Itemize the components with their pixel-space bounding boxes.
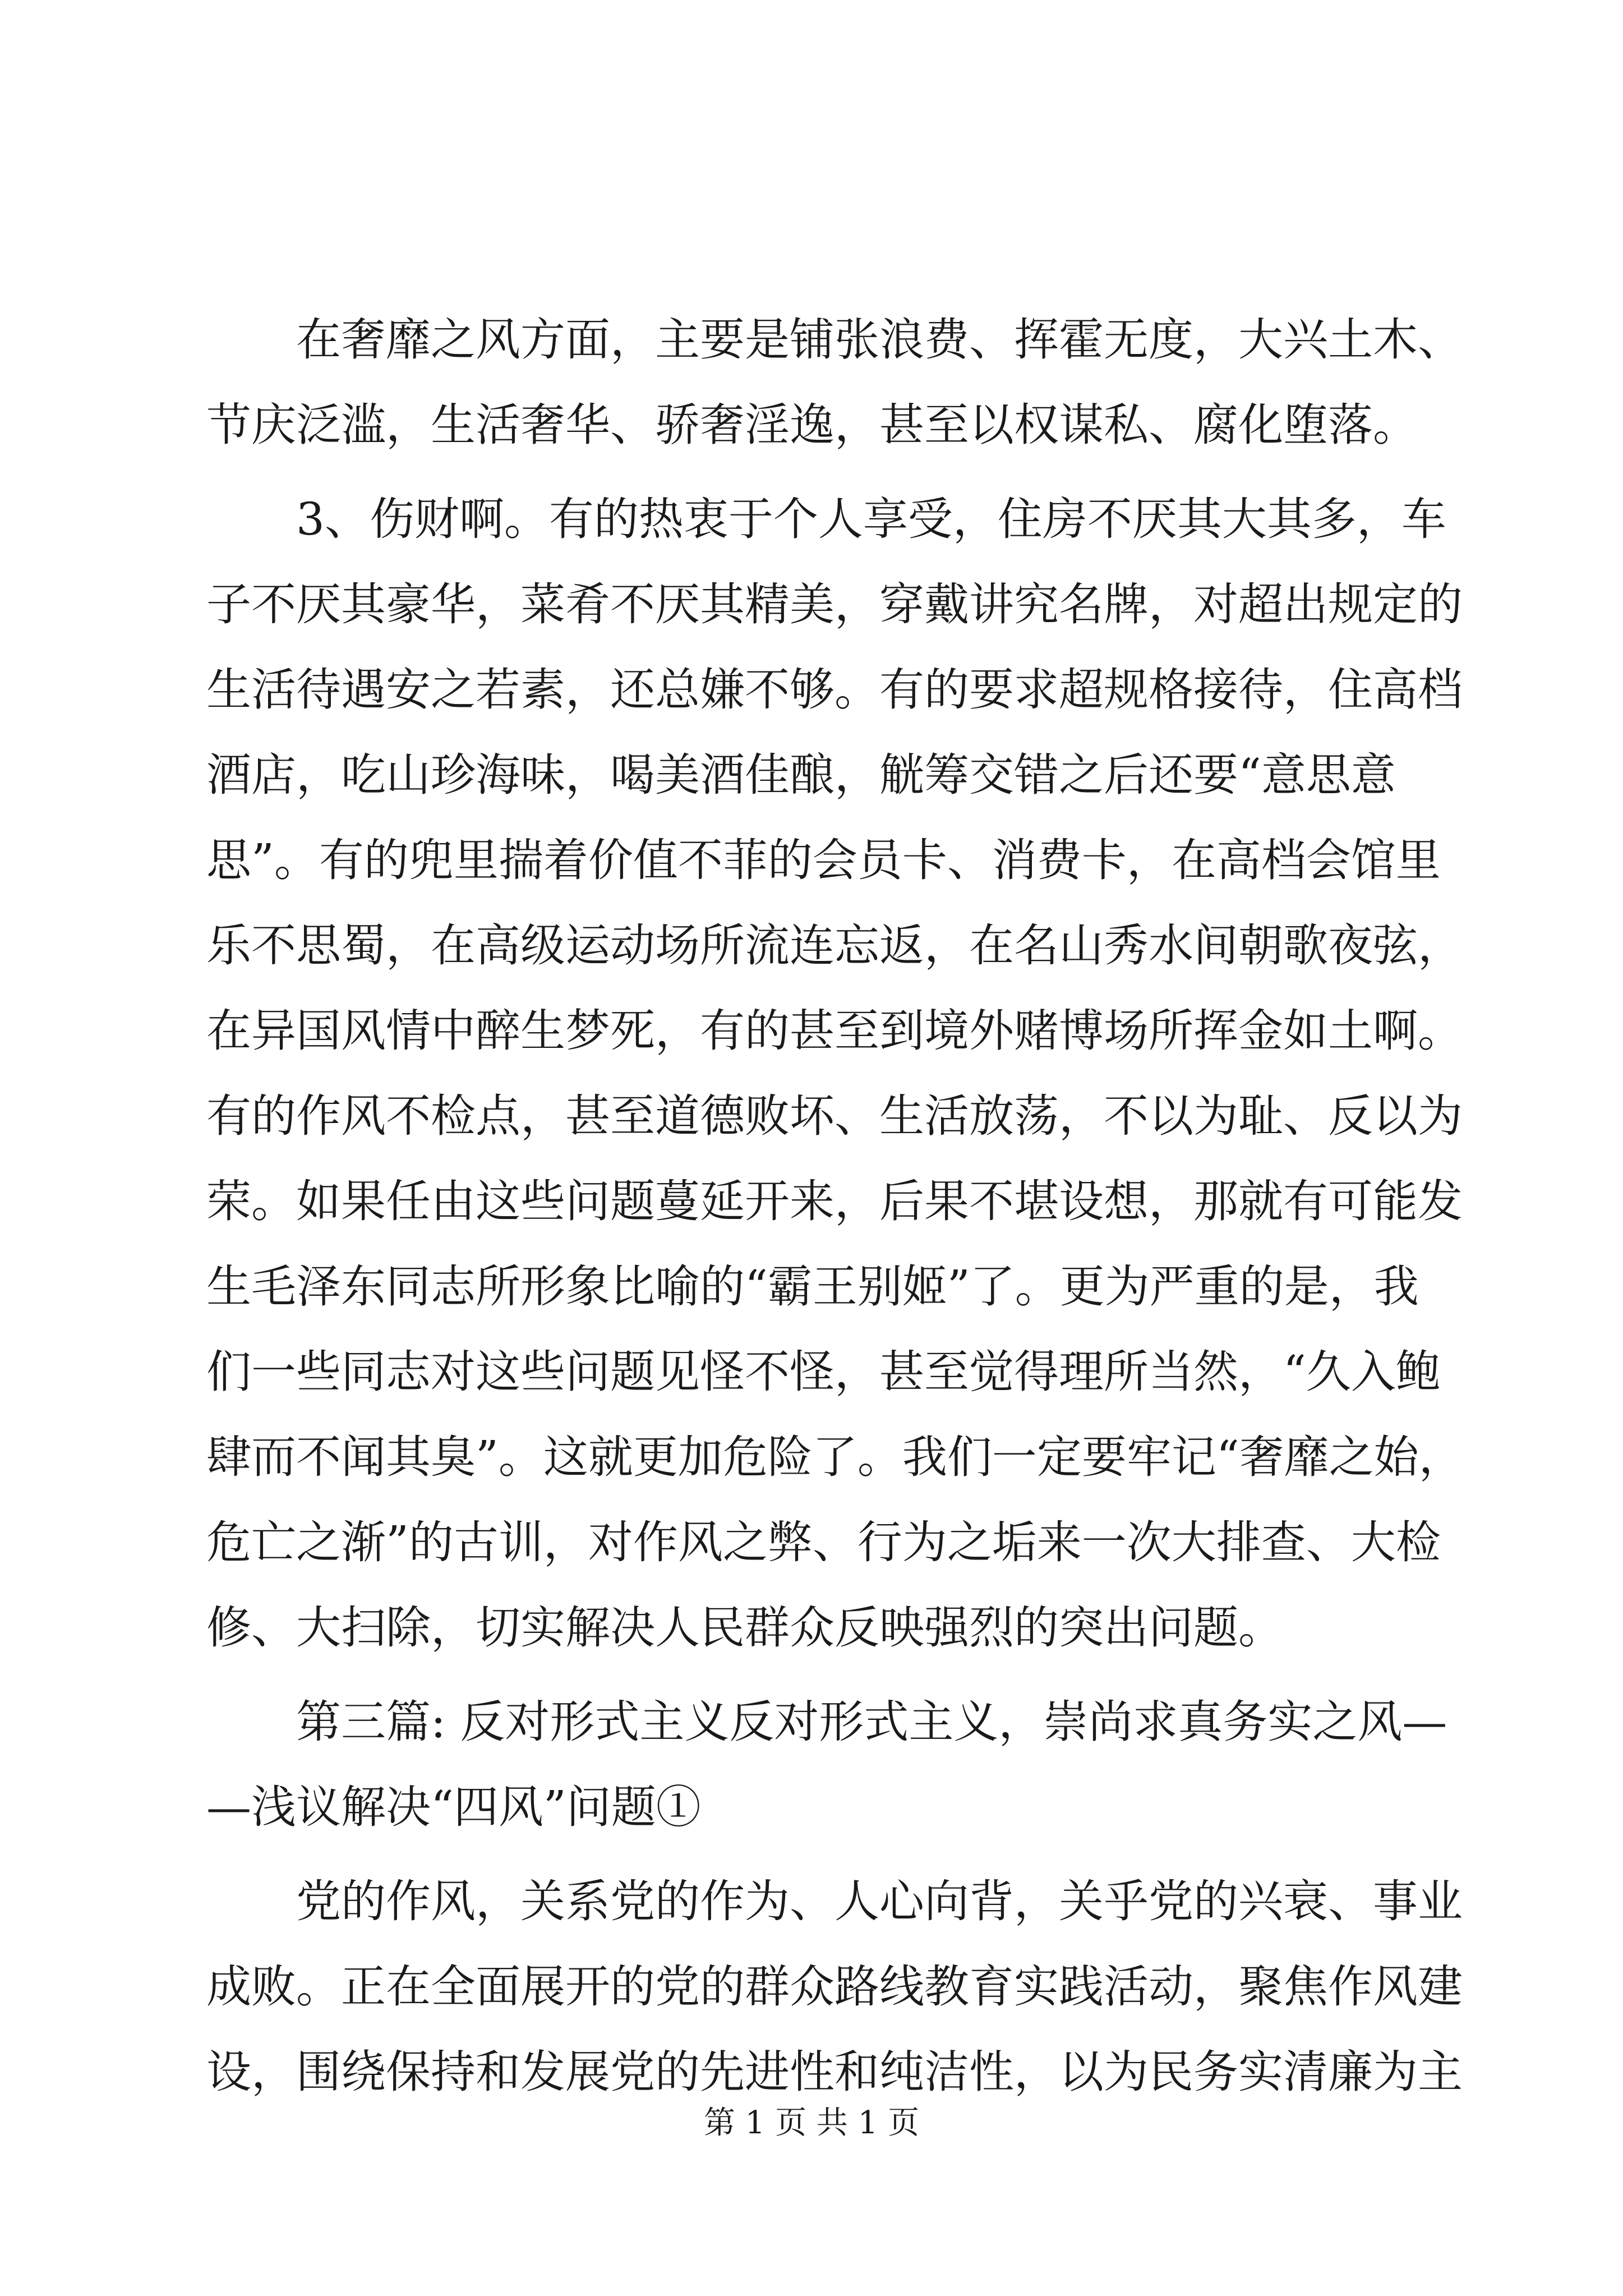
text-line: 思”。有的兜里揣着价值不菲的会员卡、消费卡，在高档会馆里 [206,834,1441,886]
text-line: 节庆泛滥，生活奢华、骄奢淫逸，甚至以权谋私、腐化堕落。 [206,399,1418,451]
text-line: —浅议解决“四风”问题① [206,1781,701,1833]
text-line: 子不厌其豪华，菜肴不厌其精美，穿戴讲究名牌，对超出规定的 [206,578,1463,631]
paragraph [206,297,1463,468]
text-line: 在奢靡之风方面，主要是铺张浪费、挥霍无度，大兴土木、 [206,314,1463,366]
text-line: 党的作风，关系党的作为、人心向背，关乎党的兴衰、事业 [206,1875,1463,1927]
text-line: 肆而不闻其臭”。这就更加危险了。我们一定要牢记“奢靡之始， [206,1431,1464,1483]
paragraph [206,477,1464,1671]
text-line: 酒店，吃山珍海味，喝美酒佳酿，觥筹交错之后还要“意思意 [206,749,1396,801]
text-line: 设，围绕保持和发展党的先进性和纯洁性，以为民务实清廉为主 [206,2046,1463,2098]
text-line: 生活待遇安之若素，还总嫌不够。有的要求超规格接待，住高档 [206,664,1463,716]
text-line: 修、大扫除，切实解决人民群众反映强烈的突出问题。 [206,1602,1283,1654]
paragraph [206,1680,1447,1850]
text-line: 们一些同志对这些问题见怪不怪，甚至觉得理所当然，“久入鲍 [206,1346,1441,1398]
document-body [206,297,1464,2124]
text-line: 在异国风情中醉生梦死，有的甚至到境外赌博场所挥金如土啊。 [206,1005,1463,1057]
text-line: 生毛泽东同志所形象比喻的“霸王别姬”了。更为严重的是，我 [206,1260,1419,1313]
page-footer: 第 1 页 共 1 页 [703,2105,920,2141]
text-line: 乐不思蜀，在高级运动场所流连忘返，在名山秀水间朝歌夜弦， [206,919,1463,972]
text-line: 第三篇: 反对形式主义反对形式主义，崇尚求真务实之风— [206,1696,1447,1748]
text-line: 危亡之渐”的古训，对作风之弊、行为之垢来一次大排查、大检 [206,1516,1441,1568]
text-line: 有的作风不检点，甚至道德败坏、生活放荡，不以为耻、反以为 [206,1090,1463,1142]
text-line: 荣。如果任由这些问题蔓延开来，后果不堪设想，那就有可能发 [206,1175,1463,1227]
text-line: 成败。正在全面展开的党的群众路线教育实践活动，聚焦作风建 [206,1961,1463,2013]
paragraph [206,1859,1463,2115]
text-line: 3、伤财啊。有的热衷于个人享受，住房不厌其大其多，车 [206,493,1446,545]
